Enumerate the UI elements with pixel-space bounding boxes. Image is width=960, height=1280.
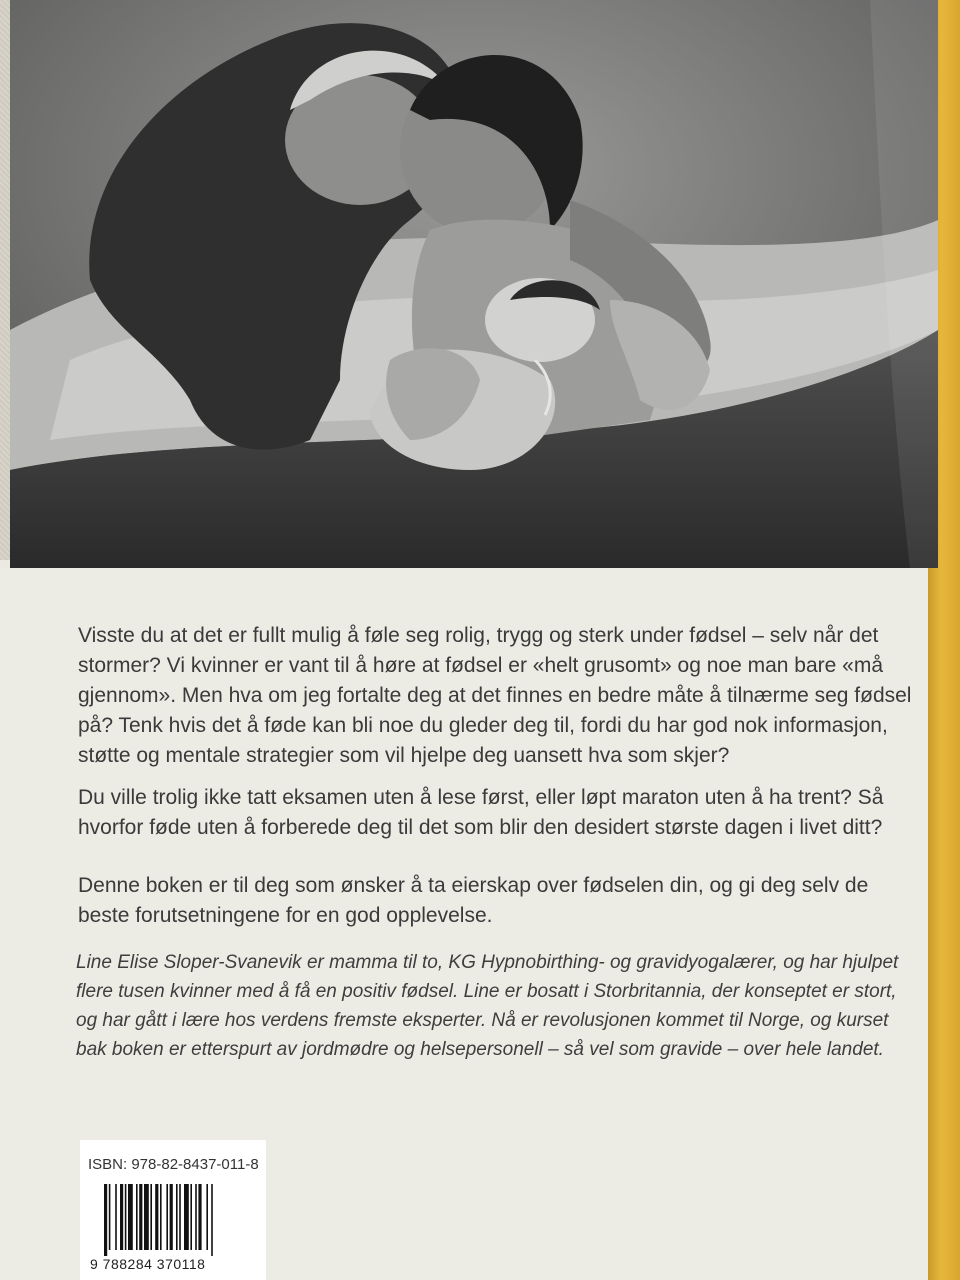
barcode-bar [176,1184,178,1250]
blurb-paragraph-1: Visste du at det er fullt mulig å føle seg rolig, trygg og sterk under fødsel – selv når det stormer? Vi kvinner er vant til å høre at fødsel er «helt grusomt» og noe man bare «må gjennom». Men hva om jeg fortalte deg at det finnes en bedre måte å tilnærme seg fødsel på? Tenk hvis det å føde kan bli noe du gleder deg til, fordi du har god nok informasjon, støtte og mentale strategier som vil hjelpe deg uansett hva som skjer? [78,624,912,767]
blurb-paragraph-3: Denne boken er til deg som ønsker å ta eierskap over fødselen din, og gi deg selv de beste forutsetningene for en god opplevelse. [78,874,869,927]
blurb-paragraph-2: Du ville trolig ikke tatt eksamen uten å lese først, eller løpt maraton uten å ha trent? Så hvorfor føde uten å forberede deg til det som blir den desidert største dagen i livet ditt? [78,786,884,839]
barcode-bar [115,1184,117,1250]
barcode-bar [198,1184,201,1250]
barcode-bar [139,1184,142,1250]
barcode-bar [128,1184,133,1250]
barcode-bar [150,1184,152,1250]
photo-illustration [10,0,938,568]
barcode-bar [120,1184,123,1250]
barcode-bar [190,1184,192,1250]
barcode-bar [136,1184,138,1250]
barcode-digits: 9 788284 370118 [90,1256,206,1272]
barcode-bar [211,1184,213,1256]
barcode-bar [170,1184,173,1250]
barcode-bar [206,1184,208,1250]
barcode-bar [144,1184,149,1250]
isbn-text: ISBN: 978-82-8437-011-8 [88,1156,259,1173]
barcode-bar [125,1184,127,1250]
barcode-bar [160,1184,162,1250]
author-bio: Line Elise Sloper-Svanevik er mamma til to, KG Hypnobirthing- og gravidyogalærer, og har hjulpet flere tusen kvinner med å få en positiv fødsel. Line er bosatt i Storbritannia, der konseptet er stort, og har gått i lære hos verdens fremste eksperter. Nå er revolusjonen kommet til Norge, og kurset bak boken er etterspurt av jordmødre og helsepersonell – så vel som gravide – over hele landet. [76,952,899,1060]
barcode-bar [179,1184,181,1250]
barcode-bar [166,1184,168,1250]
barcode-bar [184,1184,189,1250]
barcode-bar [104,1184,107,1256]
barcode-bar [109,1184,111,1250]
barcode-bars [104,1184,252,1256]
barcode-bar [155,1184,158,1250]
cover-photo [10,0,938,568]
barcode-bar [195,1184,197,1250]
